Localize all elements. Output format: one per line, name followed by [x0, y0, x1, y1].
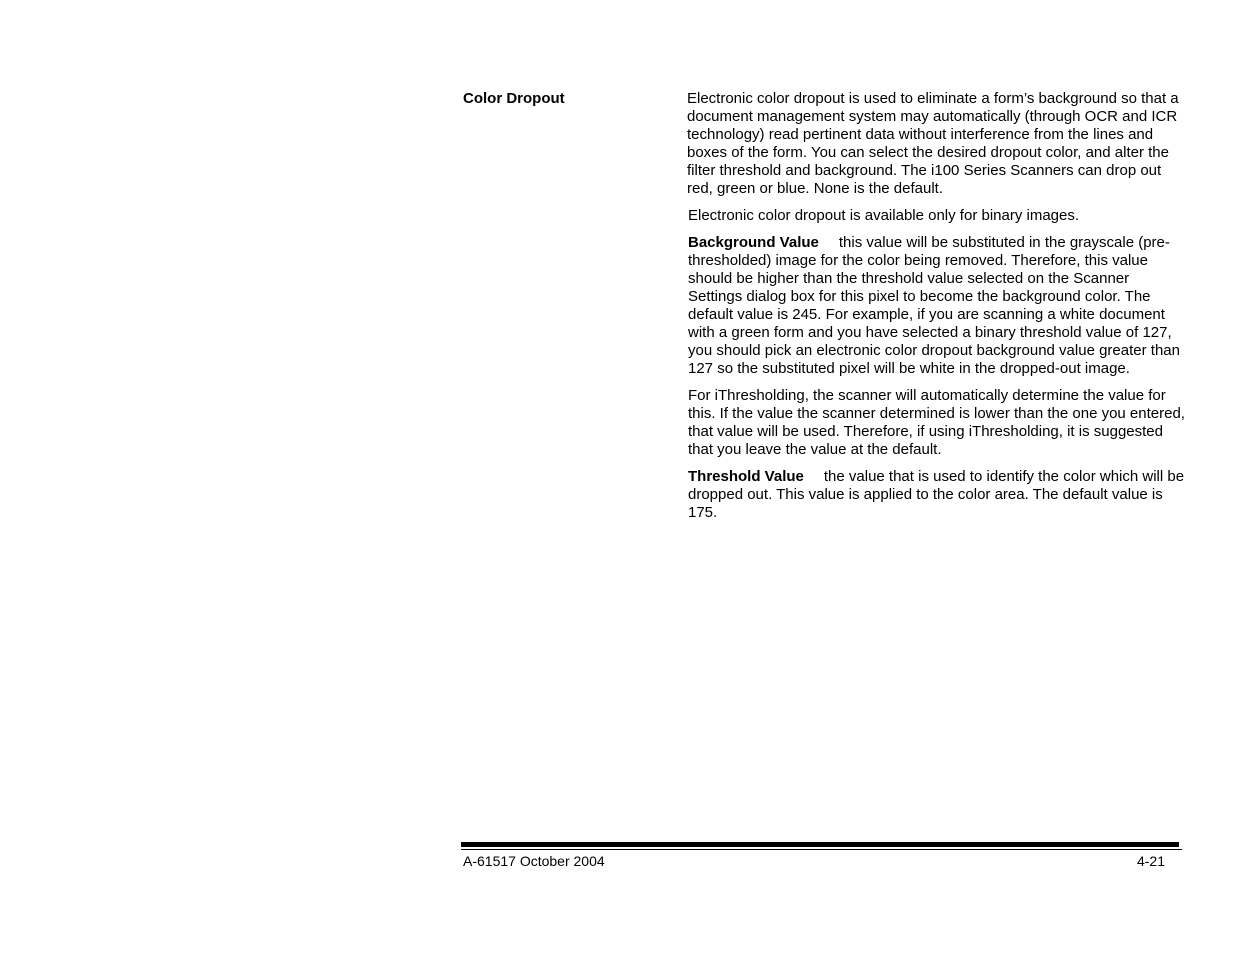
footer-doc-id: A-61517 October 2004: [463, 853, 605, 869]
section-heading: Color Dropout: [463, 90, 565, 107]
background-value-term: Background Value: [688, 234, 819, 251]
binary-note-paragraph: Electronic color dropout is available only for binary images.: [688, 207, 1080, 224]
footer-page-number: 4-21: [1136, 853, 1165, 869]
background-value-text: this value will be substituted in the grayscale (pre-thresholded) image for the color being removed. Therefore, this value should be higher than the threshold value selected on the Scanner Settings dialog box for this pixel to become the background color. The default value is 245. For example, if you are scanning a white document with a green form and you have selected a binary threshold value of 127, you should pick an electronic color dropout background value greater than 127 so the substituted pixel will be white in the dropped-out image.: [688, 234, 1180, 377]
footer-rule-thick: [461, 842, 1179, 847]
intro-paragraph: Electronic color dropout is used to eliminate a form’s background so that a document management system may automatically (through OCR and ICR technology) read pertinent data without interference from the lines and boxes of the form. You can select the desired dropout color, and alter the filter threshold and background. The i100 Series Scanners can drop out red, green or blue. None is the default.: [687, 90, 1179, 197]
threshold-value-text: the value that is used to identify the color which will be dropped out. This value is applied to the color area. The default value is 175.: [688, 468, 1185, 521]
background-value-paragraph: [687, 234, 1187, 378]
footer-rule-thin: [461, 849, 1182, 850]
threshold-value-term: Threshold Value: [688, 468, 804, 485]
threshold-value-paragraph: [687, 468, 1187, 522]
ithresholding-paragraph: For iThresholding, the scanner will automatically determine the value for this. If the value the scanner determined is lower than the one you entered, that value will be used. Therefore, if using iThresholding, it is suggested that you leave the value at the default.: [688, 387, 1185, 458]
body-column: [687, 90, 1187, 531]
